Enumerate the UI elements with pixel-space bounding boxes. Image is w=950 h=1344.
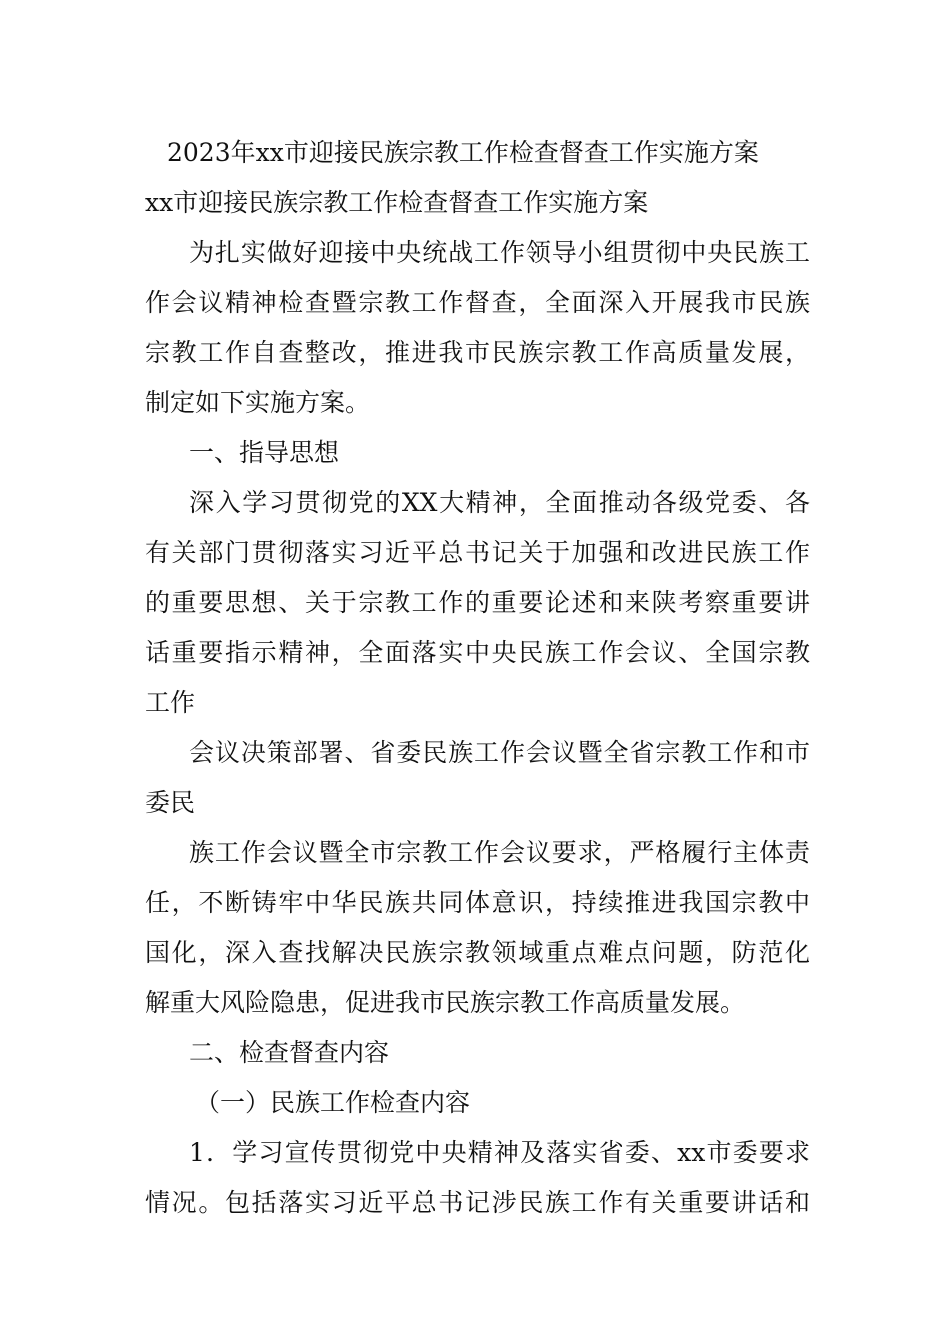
- paragraph-line: 委民: [145, 788, 196, 817]
- subsection-heading: （一）民族工作检查内容: [195, 1088, 471, 1117]
- paragraph-line: 话重要指示精神，全面落实中央民族工作会议、全国宗教: [145, 638, 810, 667]
- paragraph-line: 任，不断铸牢中华民族共同体意识，持续推进我国宗教中: [145, 888, 810, 917]
- paragraph-line: 为扎实做好迎接中央统战工作领导小组贯彻中央民族工: [189, 238, 810, 267]
- document-subtitle: xx市迎接民族宗教工作检查督查工作实施方案: [145, 188, 649, 217]
- paragraph-line: 的重要思想、关于宗教工作的重要论述和来陕考察重要讲: [145, 588, 810, 617]
- paragraph-line: 制定如下实施方案。: [145, 388, 371, 417]
- document-page: [145, 128, 810, 1228]
- section-heading: 二、检查督查内容: [189, 1038, 390, 1067]
- paragraph-line: 国化，深入查找解决民族宗教领域重点难点问题，防范化: [145, 938, 810, 967]
- paragraph-line: 解重大风险隐患，促进我市民族宗教工作高质量发展。: [145, 988, 746, 1017]
- paragraph-line: 1．学习宣传贯彻党中央精神及落实省委、xx市委要求: [189, 1138, 810, 1167]
- paragraph-line: 有关部门贯彻落实习近平总书记关于加强和改进民族工作: [145, 538, 810, 567]
- paragraph-line: 情况。包括落实习近平总书记涉民族工作有关重要讲话和: [145, 1188, 810, 1217]
- document-title: 2023年xx市迎接民族宗教工作检查督查工作实施方案: [167, 138, 759, 167]
- paragraph-line: 深入学习贯彻党的XX大精神，全面推动各级党委、各: [189, 488, 810, 517]
- paragraph-line: 作会议精神检查暨宗教工作督查，全面深入开展我市民族: [145, 288, 810, 317]
- paragraph-line: 宗教工作自查整改，推进我市民族宗教工作高质量发展，: [145, 338, 810, 367]
- paragraph-line: 族工作会议暨全市宗教工作会议要求，严格履行主体责: [189, 838, 810, 867]
- paragraph-line: 会议决策部署、省委民族工作会议暨全省宗教工作和市: [189, 738, 810, 767]
- section-heading: 一、指导思想: [189, 438, 340, 467]
- paragraph-line: 工作: [145, 688, 196, 717]
